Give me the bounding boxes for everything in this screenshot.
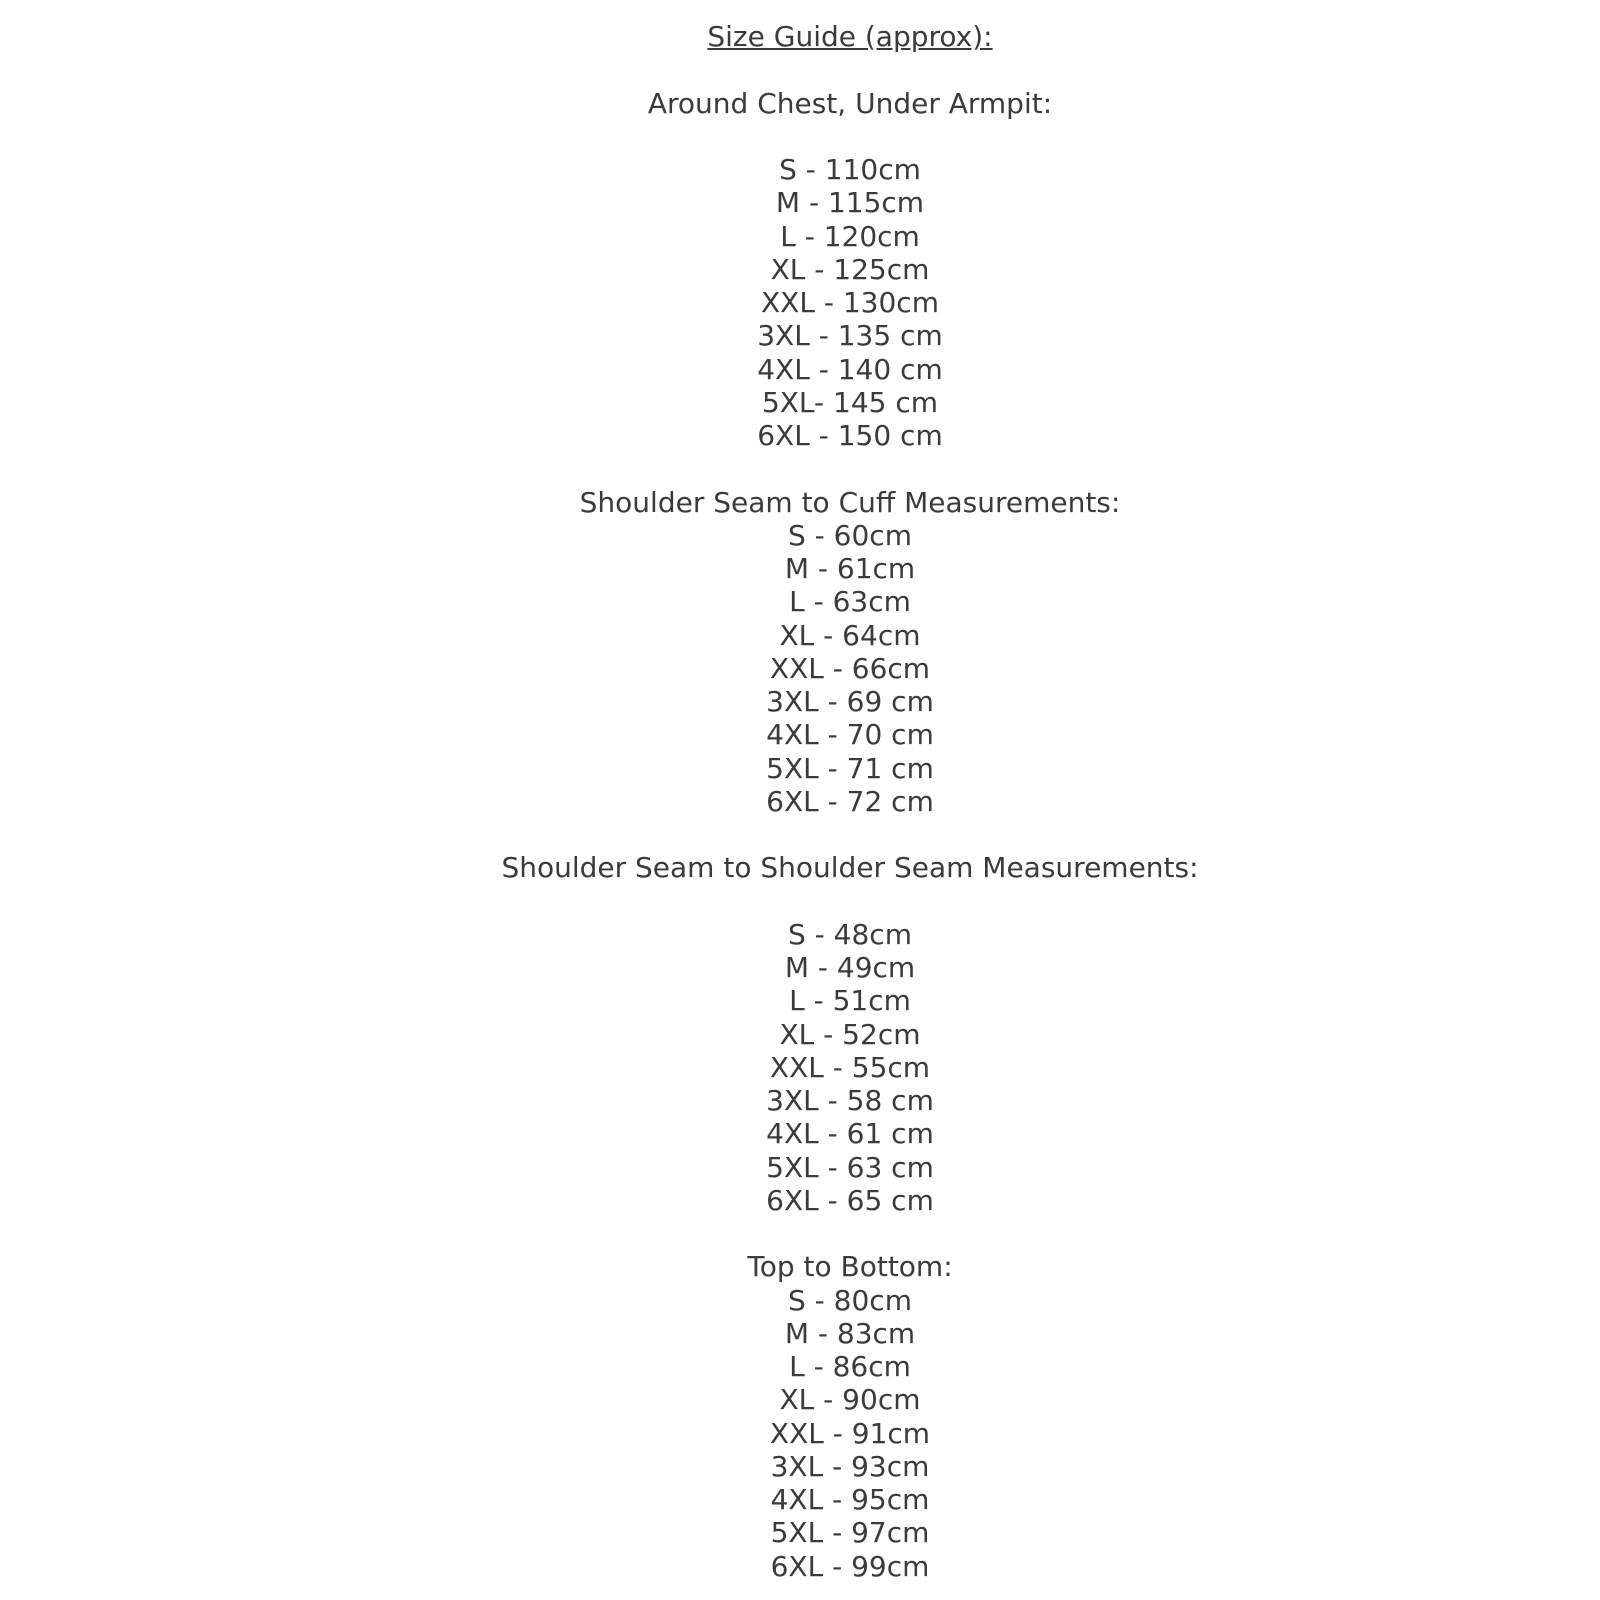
size-row: 5XL- 145 cm: [761, 385, 939, 419]
size-row: 3XL - 93cm: [770, 1449, 930, 1483]
size-row: 6XL - 72 cm: [766, 784, 934, 818]
size-row: 3XL - 58 cm: [766, 1084, 934, 1117]
size-section: [100, 1250, 1600, 1583]
size-row: M - 83cm: [784, 1316, 916, 1350]
size-section: [100, 486, 1600, 819]
size-row: 3XL - 69 cm: [766, 685, 934, 718]
size-row: L - 120cm: [780, 219, 920, 253]
section-heading: Around Chest, Under Armpit:: [647, 86, 1053, 120]
size-row: S - 60cm: [788, 518, 912, 552]
size-row: 6XL - 99cm: [770, 1549, 930, 1583]
size-row: XXL - 130cm: [761, 286, 939, 319]
size-row: 4XL - 140 cm: [757, 352, 943, 386]
size-row: S - 48cm: [788, 917, 912, 951]
size-row: S - 80cm: [788, 1283, 912, 1317]
page-title: Size Guide (approx):: [707, 20, 993, 53]
size-row: XXL - 91cm: [769, 1416, 931, 1450]
section-items: [100, 519, 1600, 818]
size-row: M - 61cm: [784, 552, 916, 585]
size-row: 6XL - 65 cm: [766, 1183, 934, 1217]
size-row: 4XL - 95cm: [770, 1483, 930, 1516]
size-row: M - 49cm: [784, 951, 916, 984]
section-heading: Shoulder Seam to Shoulder Seam Measurements:: [501, 851, 1199, 885]
size-row: 6XL - 150 cm: [757, 419, 943, 452]
size-row: XL - 125cm: [770, 252, 930, 286]
size-row: 5XL - 97cm: [770, 1516, 930, 1550]
size-row: L - 86cm: [789, 1350, 911, 1383]
size-row: L - 63cm: [789, 585, 911, 619]
size-row: XXL - 66cm: [769, 651, 931, 685]
size-row: 5XL - 71 cm: [766, 751, 934, 785]
section-items: [100, 1284, 1600, 1583]
blank-line: [100, 53, 1600, 86]
size-row: 3XL - 135 cm: [757, 319, 943, 353]
size-sections: [100, 87, 1600, 1583]
section-items: [100, 153, 1600, 452]
size-row: L - 51cm: [789, 984, 911, 1018]
size-row: S - 110cm: [779, 153, 921, 186]
size-row: 4XL - 70 cm: [766, 718, 934, 752]
size-row: XL - 90cm: [779, 1383, 921, 1417]
size-row: XL - 52cm: [779, 1017, 921, 1051]
size-section: [100, 851, 1600, 1217]
size-row: 4XL - 61 cm: [766, 1117, 934, 1151]
section-heading: Shoulder Seam to Cuff Measurements:: [579, 485, 1121, 519]
section-items: [100, 918, 1600, 1217]
size-row: XL - 64cm: [779, 618, 921, 652]
size-row: M - 115cm: [775, 186, 925, 220]
size-section: [100, 87, 1600, 453]
size-row: 5XL - 63 cm: [766, 1150, 934, 1184]
size-row: XXL - 55cm: [769, 1050, 931, 1084]
section-heading: Top to Bottom:: [747, 1250, 953, 1284]
